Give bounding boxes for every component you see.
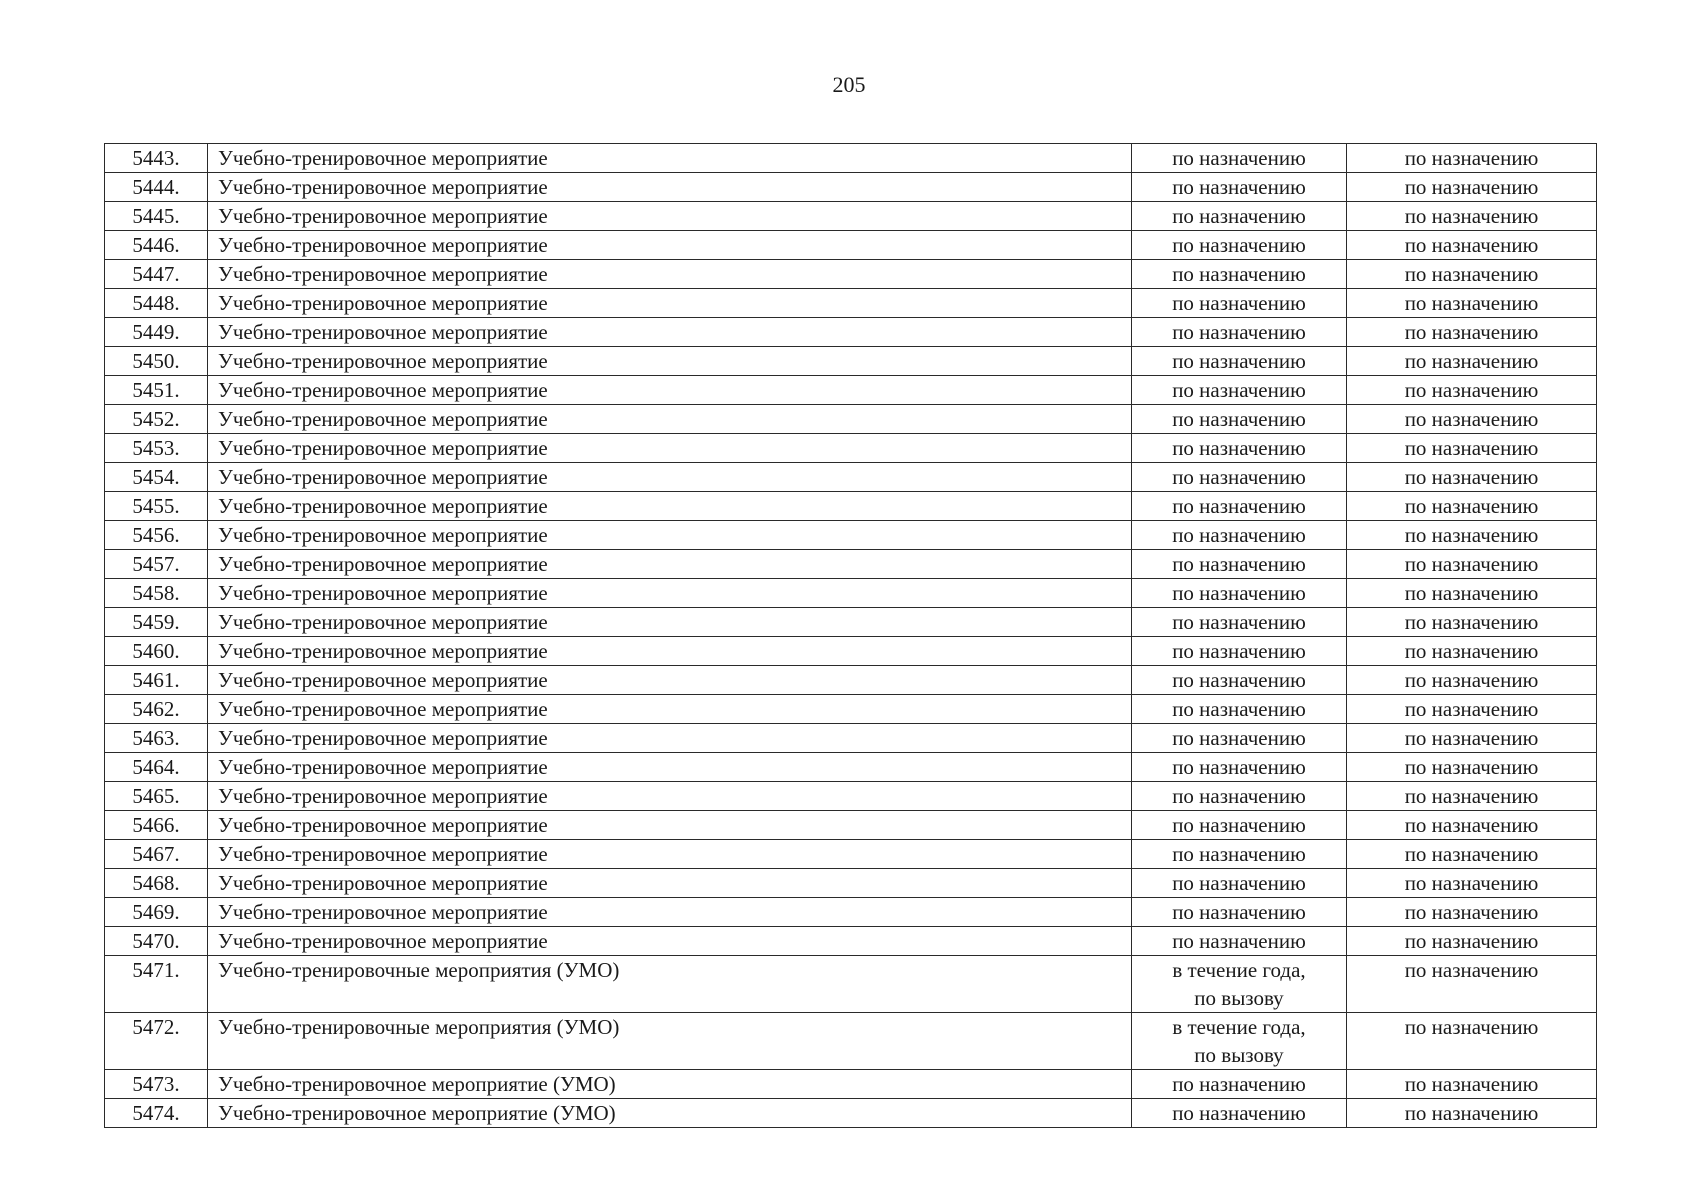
event-term-line: по назначению <box>1172 1072 1306 1096</box>
row-number: 5462. <box>105 695 208 724</box>
event-executor: по назначению <box>1347 550 1597 579</box>
event-executor: по назначению <box>1347 579 1597 608</box>
events-table <box>104 143 1597 1128</box>
event-term <box>1132 898 1347 927</box>
event-name: Учебно-тренировочное мероприятие <box>208 202 1132 231</box>
event-term <box>1132 1099 1347 1128</box>
row-number: 5470. <box>105 927 208 956</box>
event-name: Учебно-тренировочное мероприятие <box>208 405 1132 434</box>
event-name: Учебно-тренировочное мероприятие <box>208 753 1132 782</box>
table-row <box>105 463 1597 492</box>
row-number: 5458. <box>105 579 208 608</box>
row-number: 5450. <box>105 347 208 376</box>
event-term-line: по назначению <box>1172 581 1306 605</box>
table-row <box>105 318 1597 347</box>
event-term-line: по вызову <box>1194 1043 1284 1067</box>
event-name: Учебно-тренировочное мероприятие <box>208 434 1132 463</box>
table-row <box>105 782 1597 811</box>
row-number: 5457. <box>105 550 208 579</box>
event-term <box>1132 260 1347 289</box>
event-term <box>1132 608 1347 637</box>
event-term-line: по назначению <box>1172 813 1306 837</box>
event-executor: по назначению <box>1347 927 1597 956</box>
event-name: Учебно-тренировочное мероприятие <box>208 666 1132 695</box>
table-row <box>105 260 1597 289</box>
row-number: 5467. <box>105 840 208 869</box>
event-term-line: в течение года, <box>1172 1015 1306 1039</box>
row-number: 5444. <box>105 173 208 202</box>
event-term-line: по назначению <box>1172 349 1306 373</box>
table-row <box>105 666 1597 695</box>
event-term-line: по вызову <box>1194 986 1284 1010</box>
event-executor: по назначению <box>1347 173 1597 202</box>
row-number: 5447. <box>105 260 208 289</box>
event-executor: по назначению <box>1347 753 1597 782</box>
event-name: Учебно-тренировочное мероприятие <box>208 289 1132 318</box>
row-number: 5471. <box>105 956 208 1013</box>
row-number: 5468. <box>105 869 208 898</box>
event-executor: по назначению <box>1347 811 1597 840</box>
event-executor: по назначению <box>1347 144 1597 173</box>
event-executor: по назначению <box>1347 898 1597 927</box>
event-executor: по назначению <box>1347 202 1597 231</box>
event-term <box>1132 376 1347 405</box>
event-name: Учебно-тренировочное мероприятие <box>208 463 1132 492</box>
event-name: Учебно-тренировочные мероприятия (УМО) <box>208 1013 1132 1070</box>
event-term <box>1132 289 1347 318</box>
table-row <box>105 695 1597 724</box>
table-row <box>105 956 1597 1013</box>
event-executor: по назначению <box>1347 724 1597 753</box>
table-row <box>105 1013 1597 1070</box>
event-name: Учебно-тренировочное мероприятие <box>208 550 1132 579</box>
event-term <box>1132 405 1347 434</box>
row-number: 5460. <box>105 637 208 666</box>
event-term <box>1132 869 1347 898</box>
event-term <box>1132 492 1347 521</box>
event-name: Учебно-тренировочное мероприятие <box>208 695 1132 724</box>
row-number: 5456. <box>105 521 208 550</box>
event-name: Учебно-тренировочное мероприятие <box>208 492 1132 521</box>
event-term-line: по назначению <box>1172 320 1306 344</box>
row-number: 5466. <box>105 811 208 840</box>
event-name: Учебно-тренировочное мероприятие <box>208 318 1132 347</box>
event-name: Учебно-тренировочное мероприятие <box>208 724 1132 753</box>
table-row <box>105 811 1597 840</box>
event-term-line: по назначению <box>1172 175 1306 199</box>
row-number: 5472. <box>105 1013 208 1070</box>
table-row <box>105 898 1597 927</box>
event-term-line: по назначению <box>1172 900 1306 924</box>
row-number: 5464. <box>105 753 208 782</box>
event-name: Учебно-тренировочное мероприятие <box>208 231 1132 260</box>
row-number: 5445. <box>105 202 208 231</box>
table-row <box>105 927 1597 956</box>
event-term-line: по назначению <box>1172 378 1306 402</box>
event-term-line: по назначению <box>1172 146 1306 170</box>
row-number: 5459. <box>105 608 208 637</box>
table-row <box>105 347 1597 376</box>
event-term <box>1132 231 1347 260</box>
event-executor: по назначению <box>1347 637 1597 666</box>
event-executor: по назначению <box>1347 666 1597 695</box>
event-name: Учебно-тренировочное мероприятие (УМО) <box>208 1099 1132 1128</box>
event-executor: по назначению <box>1347 289 1597 318</box>
row-number: 5463. <box>105 724 208 753</box>
event-name: Учебно-тренировочное мероприятие <box>208 347 1132 376</box>
event-executor: по назначению <box>1347 840 1597 869</box>
event-term <box>1132 840 1347 869</box>
page-number: 205 <box>832 72 866 97</box>
event-executor: по назначению <box>1347 956 1597 1013</box>
event-name: Учебно-тренировочное мероприятие <box>208 173 1132 202</box>
event-executor: по назначению <box>1347 434 1597 463</box>
event-term <box>1132 173 1347 202</box>
event-term <box>1132 1013 1347 1070</box>
event-executor: по назначению <box>1347 608 1597 637</box>
row-number: 5448. <box>105 289 208 318</box>
event-term <box>1132 434 1347 463</box>
event-term-line: по назначению <box>1172 871 1306 895</box>
row-number: 5455. <box>105 492 208 521</box>
event-executor: по назначению <box>1347 318 1597 347</box>
event-name: Учебно-тренировочное мероприятие <box>208 376 1132 405</box>
row-number: 5474. <box>105 1099 208 1128</box>
event-executor: по назначению <box>1347 1013 1597 1070</box>
event-term <box>1132 463 1347 492</box>
table-row <box>105 405 1597 434</box>
event-term-line: по назначению <box>1172 407 1306 431</box>
event-term-line: по назначению <box>1172 610 1306 634</box>
event-executor: по назначению <box>1347 260 1597 289</box>
row-number: 5473. <box>105 1070 208 1099</box>
event-term <box>1132 144 1347 173</box>
row-number: 5461. <box>105 666 208 695</box>
event-name: Учебно-тренировочное мероприятие <box>208 608 1132 637</box>
event-executor: по назначению <box>1347 1099 1597 1128</box>
event-name: Учебно-тренировочное мероприятие <box>208 782 1132 811</box>
row-number: 5452. <box>105 405 208 434</box>
row-number: 5454. <box>105 463 208 492</box>
event-name: Учебно-тренировочное мероприятие <box>208 869 1132 898</box>
table-row <box>105 144 1597 173</box>
row-number: 5451. <box>105 376 208 405</box>
table-row <box>105 637 1597 666</box>
event-term-line: по назначению <box>1172 929 1306 953</box>
row-number: 5469. <box>105 898 208 927</box>
table-row <box>105 289 1597 318</box>
table-row <box>105 608 1597 637</box>
event-term-line: по назначению <box>1172 1101 1306 1125</box>
events-table-body <box>105 144 1597 1128</box>
event-name: Учебно-тренировочное мероприятие <box>208 811 1132 840</box>
event-term-line: по назначению <box>1172 233 1306 257</box>
event-name: Учебно-тренировочное мероприятие <box>208 898 1132 927</box>
event-term <box>1132 521 1347 550</box>
event-term-line: по назначению <box>1172 523 1306 547</box>
row-number: 5443. <box>105 144 208 173</box>
event-executor: по назначению <box>1347 869 1597 898</box>
table-row <box>105 492 1597 521</box>
event-executor: по назначению <box>1347 405 1597 434</box>
event-term-line: по назначению <box>1172 494 1306 518</box>
event-name: Учебно-тренировочное мероприятие <box>208 637 1132 666</box>
event-executor: по назначению <box>1347 231 1597 260</box>
table-row <box>105 579 1597 608</box>
event-term-line: по назначению <box>1172 291 1306 315</box>
event-term-line: по назначению <box>1172 465 1306 489</box>
event-executor: по назначению <box>1347 492 1597 521</box>
event-executor: по назначению <box>1347 782 1597 811</box>
event-term-line: по назначению <box>1172 842 1306 866</box>
event-term-line: по назначению <box>1172 262 1306 286</box>
event-executor: по назначению <box>1347 1070 1597 1099</box>
event-term-line: по назначению <box>1172 697 1306 721</box>
row-number: 5465. <box>105 782 208 811</box>
row-number: 5446. <box>105 231 208 260</box>
event-term-line: по назначению <box>1172 436 1306 460</box>
table-row <box>105 1070 1597 1099</box>
event-term <box>1132 202 1347 231</box>
event-term <box>1132 927 1347 956</box>
table-row <box>105 231 1597 260</box>
event-term <box>1132 550 1347 579</box>
table-row <box>105 434 1597 463</box>
event-executor: по назначению <box>1347 347 1597 376</box>
event-name: Учебно-тренировочное мероприятие <box>208 927 1132 956</box>
event-name: Учебно-тренировочное мероприятие <box>208 521 1132 550</box>
event-term <box>1132 753 1347 782</box>
event-name: Учебно-тренировочные мероприятия (УМО) <box>208 956 1132 1013</box>
table-row <box>105 869 1597 898</box>
event-name: Учебно-тренировочное мероприятие <box>208 579 1132 608</box>
event-name: Учебно-тренировочное мероприятие (УМО) <box>208 1070 1132 1099</box>
table-row <box>105 376 1597 405</box>
event-term-line: по назначению <box>1172 668 1306 692</box>
event-term <box>1132 347 1347 376</box>
table-row <box>105 724 1597 753</box>
event-term <box>1132 811 1347 840</box>
event-executor: по назначению <box>1347 695 1597 724</box>
event-term <box>1132 579 1347 608</box>
event-term-line: в течение года, <box>1172 958 1306 982</box>
row-number: 5449. <box>105 318 208 347</box>
event-term-line: по назначению <box>1172 639 1306 663</box>
table-row <box>105 550 1597 579</box>
event-term-line: по назначению <box>1172 552 1306 576</box>
event-name: Учебно-тренировочное мероприятие <box>208 144 1132 173</box>
event-term <box>1132 724 1347 753</box>
event-term-line: по назначению <box>1172 204 1306 228</box>
event-term-line: по назначению <box>1172 755 1306 779</box>
event-term-line: по назначению <box>1172 784 1306 808</box>
event-term <box>1132 666 1347 695</box>
table-row <box>105 202 1597 231</box>
event-name: Учебно-тренировочное мероприятие <box>208 840 1132 869</box>
event-term <box>1132 782 1347 811</box>
event-term <box>1132 637 1347 666</box>
event-term <box>1132 695 1347 724</box>
table-row <box>105 840 1597 869</box>
event-executor: по назначению <box>1347 463 1597 492</box>
table-row <box>105 753 1597 782</box>
row-number: 5453. <box>105 434 208 463</box>
event-term <box>1132 956 1347 1013</box>
table-row <box>105 1099 1597 1128</box>
event-executor: по назначению <box>1347 376 1597 405</box>
event-term-line: по назначению <box>1172 726 1306 750</box>
event-name: Учебно-тренировочное мероприятие <box>208 260 1132 289</box>
event-term <box>1132 318 1347 347</box>
event-term <box>1132 1070 1347 1099</box>
table-row <box>105 521 1597 550</box>
event-executor: по назначению <box>1347 521 1597 550</box>
table-row <box>105 173 1597 202</box>
